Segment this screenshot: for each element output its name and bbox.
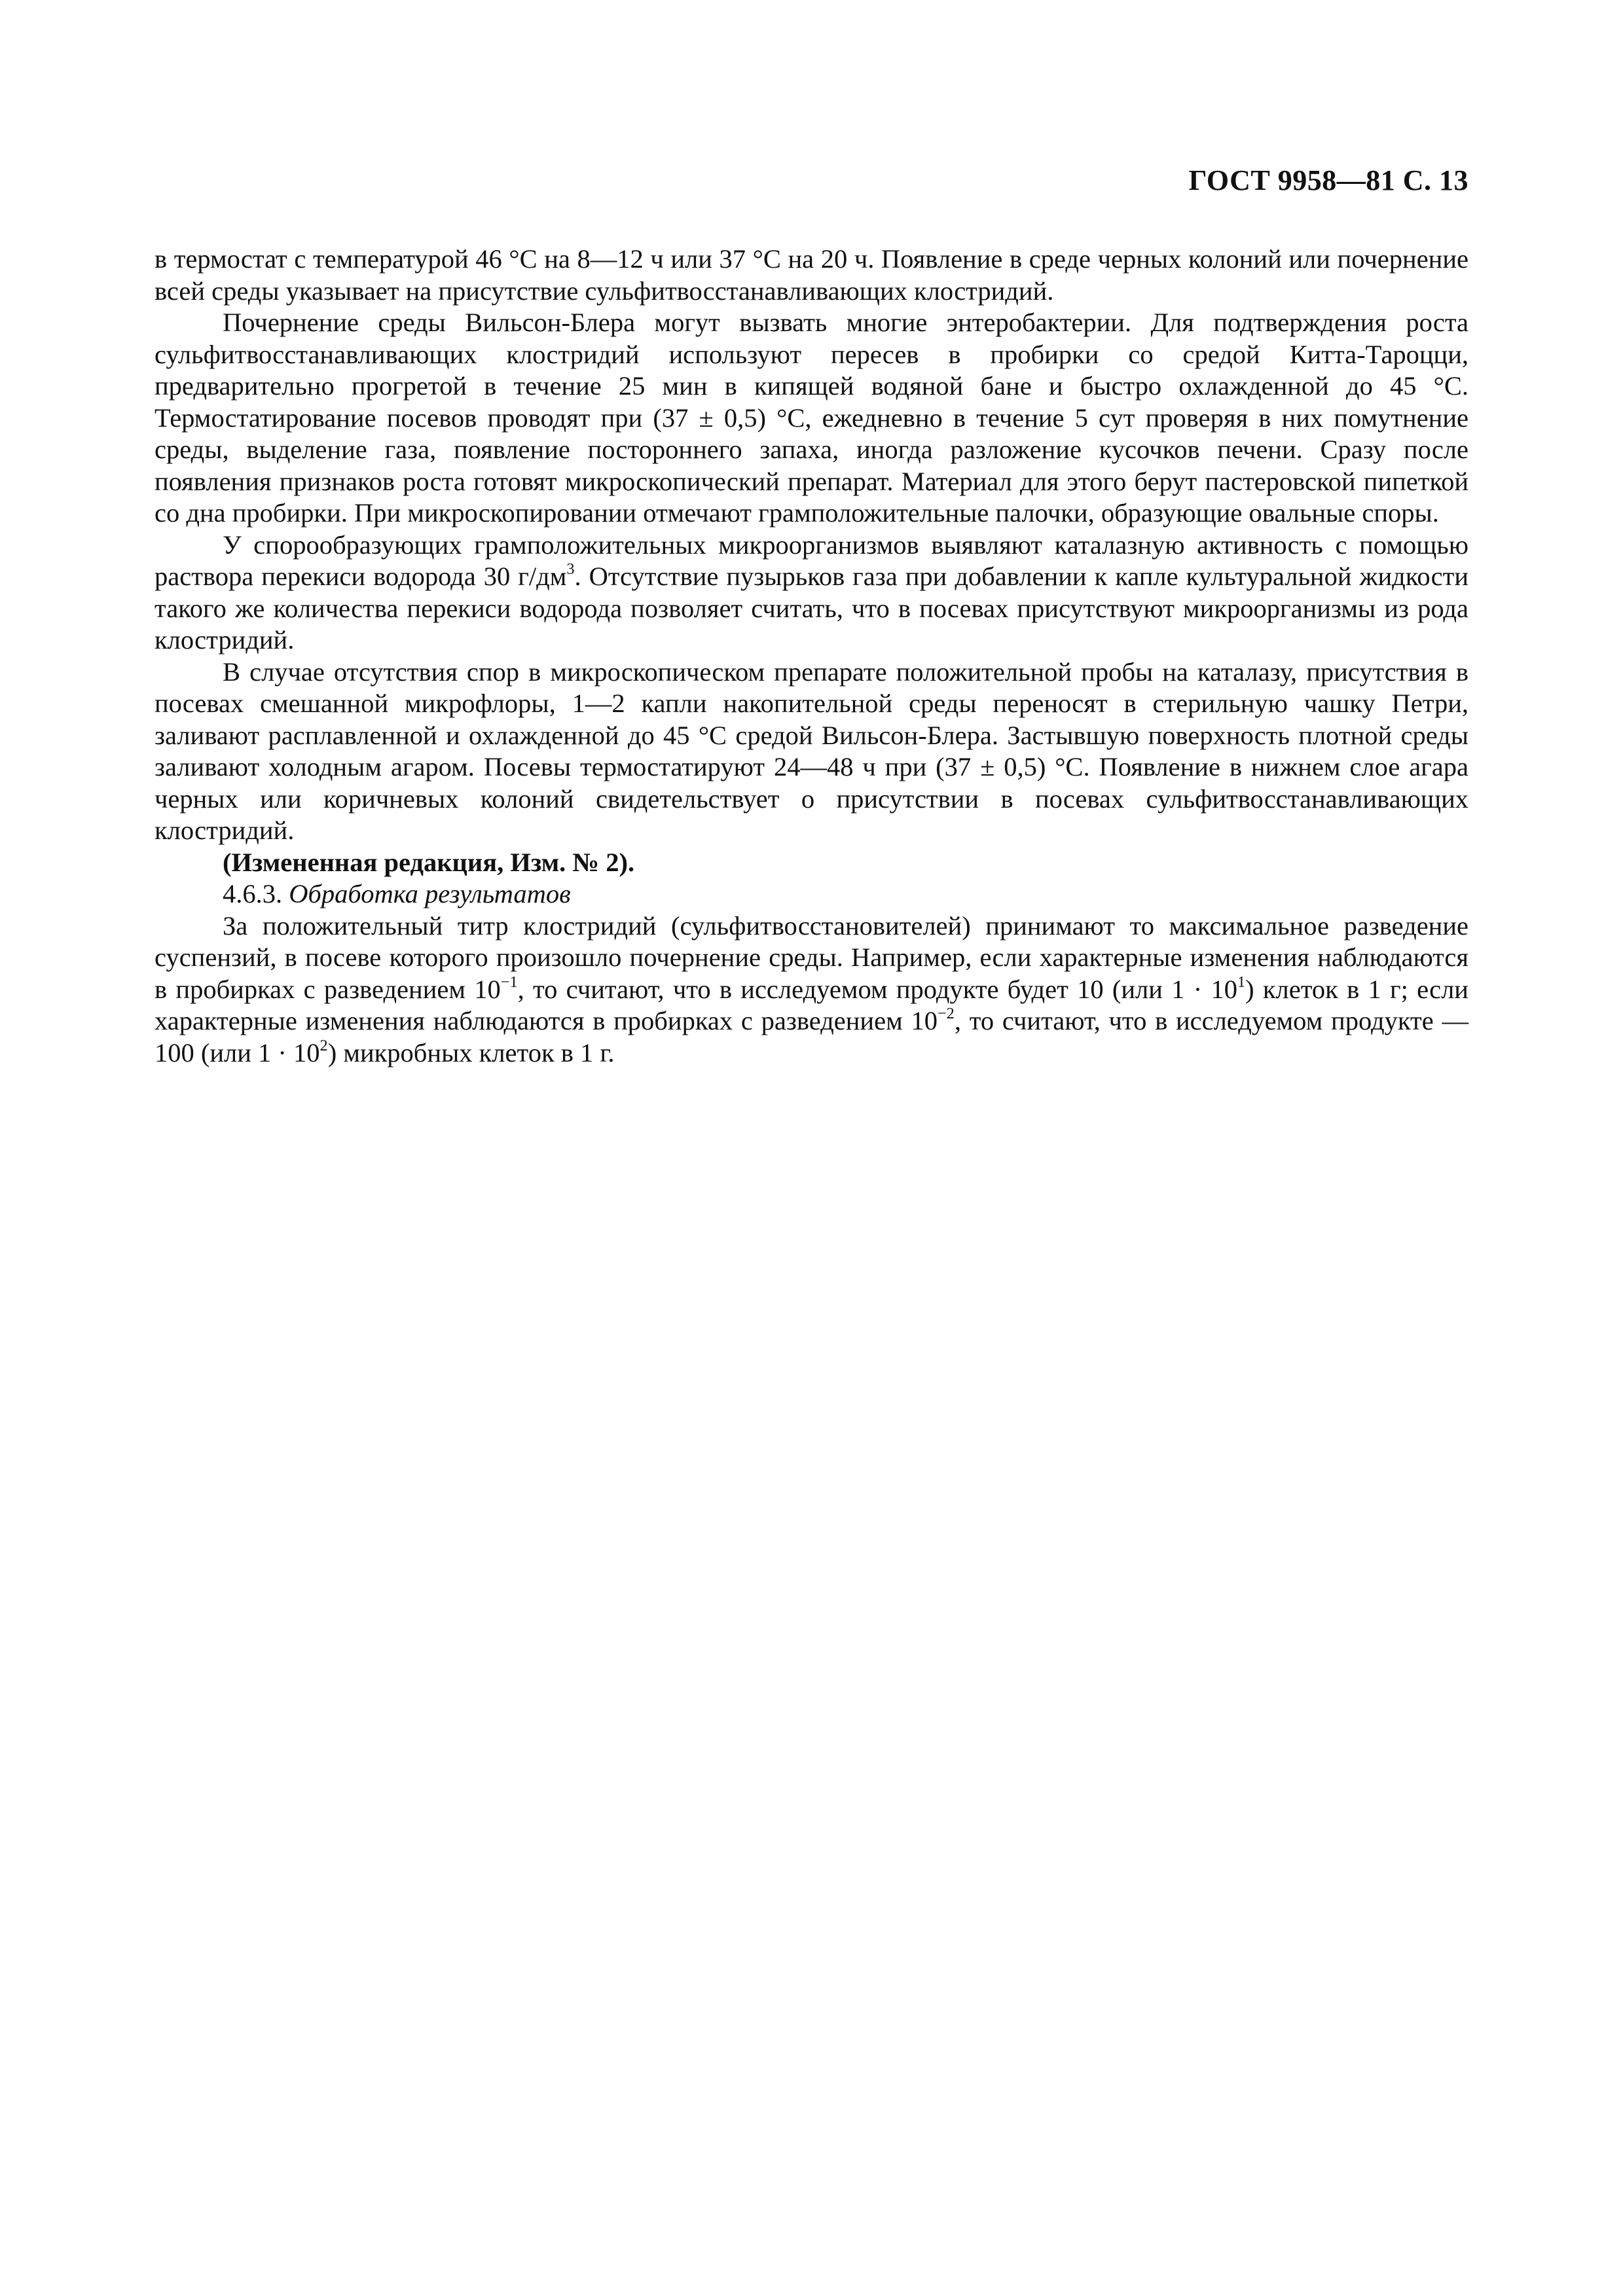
paragraph-5 xyxy=(155,910,1468,1069)
paragraph-5-text-d: , то считают, что в исследуемом продукте — 100 (или 1 · 10 xyxy=(155,1006,1468,1067)
section-heading xyxy=(155,878,1468,910)
revision-note: (Измененная редакция, Изм. № 2). xyxy=(223,847,635,877)
paragraph-5-text-b: , то считают, что в исследуемом продукте будет 10 (или 1 · 10 xyxy=(517,974,1237,1004)
superscript-exponent-1: −1 xyxy=(500,973,518,991)
section-title: Обработка результатов xyxy=(289,879,571,908)
paragraph-3-text-b: . Отсутствие пузырьков газа при добавлении к капле культуральной жидкости такого же количества перекиси водорода позволяет считать, что в посевах присутствуют микроорганизмы из рода клостридий. xyxy=(155,562,1469,655)
section-number: 4.6.3. xyxy=(223,879,283,908)
paragraph-4: В случае отсутствия спор в микроскопическом препарате положительной пробы на каталазу, присутствия в посевах смешанной микрофлоры, 1—2 капли накопительной среды переносят в стерильную чашку Петри, заливают расплавленной и охлажденной до 45 °С средой Вильсон-Блера. Застывшую поверхность плотной среды заливают холодным агаром. Посевы термостатируют 24—48 ч при (37 ± 0,5) °С. Появление в нижнем слое агара черных или коричневых колоний свидетельствует о присутствии в посевах сульфитвосстанавливающих клостридий. xyxy=(155,656,1468,845)
superscript-exponent-2: 1 xyxy=(1237,973,1246,991)
paragraph-5-text-e: ) микробных клеток в 1 г. xyxy=(327,1037,615,1067)
paragraph-3 xyxy=(155,529,1468,656)
superscript-exponent-3: −2 xyxy=(937,1005,955,1022)
paragraph-1: в термостат с температурой 46 °С на 8—12 ч или 37 °С на 20 ч. Появление в среде черных колоний или почернение всей среды указывает на присутствие сульфитвосстанавливающих клостридий. xyxy=(155,244,1468,306)
superscript-cube: 3 xyxy=(566,560,575,578)
paragraph-2: Почернение среды Вильсон-Блера могут вызвать многие энтеробактерии. Для подтверждения роста сульфитвосстанавливающих клостридий используют пересев в пробирки со средой Китта-Тароцци, предварительно прогретой в течение 25 мин в кипящей водяной бане и быстро охлажденной до 45 °С. Термостатирование посевов проводят при (37 ± 0,5) °С, ежедневно в течение 5 сут проверяя в них помутнение среды, выделение газа, появление постороннего запаха, иногда разложение кусочков печени. Сразу после появления признаков роста готовят микроскопический препарат. Материал для этого берут пастеровской пипеткой со дна пробирки. При микроскопировании отмечают грамположительные палочки, образующие овальные споры. xyxy=(155,308,1468,528)
paragraph-5-text-c: ) клеток в 1 г; если характерные изменения наблюдаются в пробирках с разведением 10 xyxy=(155,974,1468,1035)
body-text xyxy=(155,243,1468,1069)
paragraph-3-text-a: У спорообразующих грамположительных микроорганизмов выявляют каталазную активность с помощью раствора перекиси водорода 30 г/дм xyxy=(155,529,1468,591)
page-header: ГОСТ 9958—81 С. 13 xyxy=(1188,164,1468,196)
paragraph-5-text-a: За положительный титр клостридий (сульфитвосстановителей) принимают то максимальное разведение суспензий, в посеве которого произошло почернение среды. Например, если характерные изменения наблюдаются в пробирках с разведением 10 xyxy=(155,910,1468,1004)
superscript-exponent-4: 2 xyxy=(319,1036,328,1054)
